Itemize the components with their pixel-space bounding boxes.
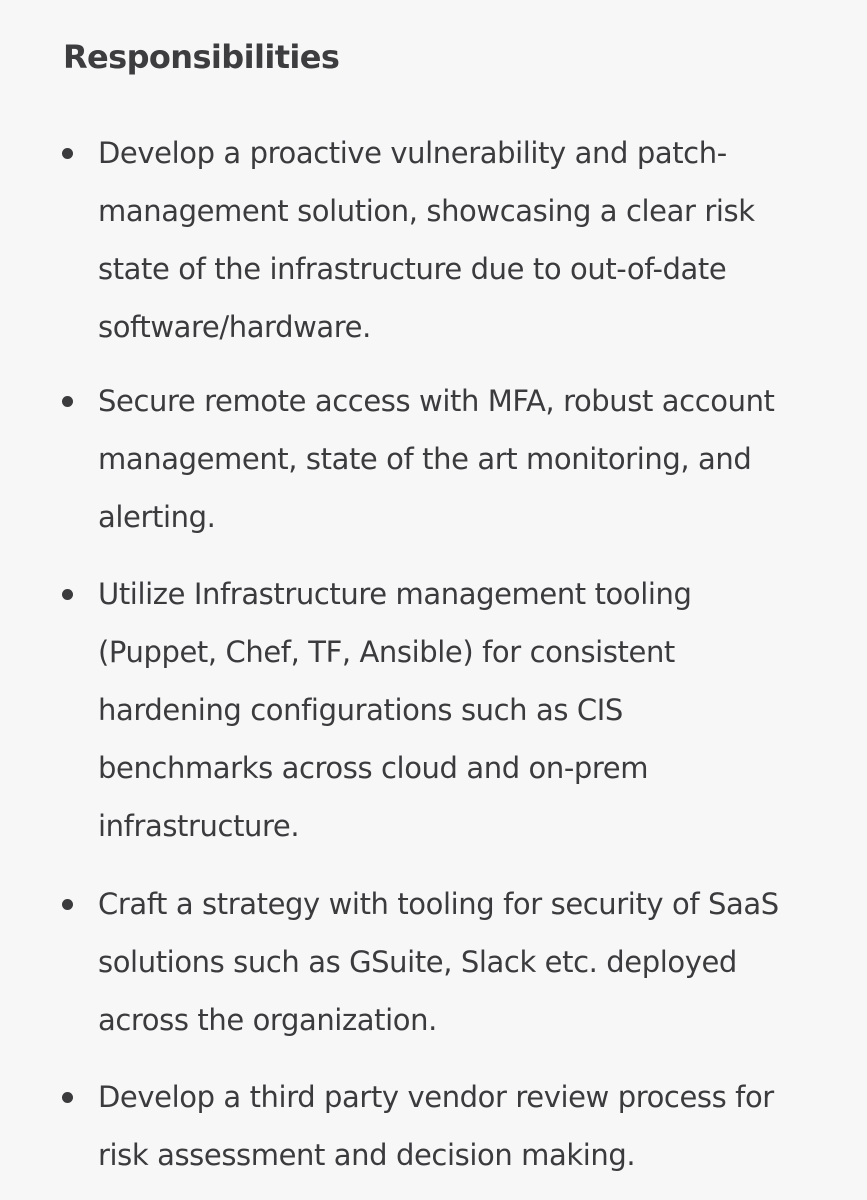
- list-item-line: (Puppet, Chef, TF, Ansible) for consistent: [98, 635, 675, 669]
- list-item-line: management, state of the art monitoring, and: [98, 442, 752, 476]
- bullet-icon: [62, 1092, 73, 1103]
- list-item-line: Craft a strategy with tooling for security of SaaS: [98, 887, 779, 921]
- list-item: [98, 1068, 838, 1184]
- section-title: Responsibilities: [63, 38, 340, 76]
- list-item-line: solutions such as GSuite, Slack etc. deployed: [98, 945, 737, 979]
- bullet-icon: [62, 396, 73, 407]
- list-item-line: risk assessment and decision making.: [98, 1138, 636, 1172]
- list-item-line: state of the infrastructure due to out-of-date: [98, 252, 727, 286]
- list-item-line: infrastructure.: [98, 809, 300, 843]
- list-item-line: software/hardware.: [98, 310, 371, 344]
- list-item-line: hardening configurations such as CIS: [98, 693, 623, 727]
- list-item-line: Develop a proactive vulnerability and patch-: [98, 136, 727, 170]
- list-item-line: across the organization.: [98, 1003, 437, 1037]
- bullet-icon: [62, 148, 73, 159]
- list-item-line: alerting.: [98, 500, 216, 534]
- list-item: [98, 565, 838, 855]
- list-item-line: Utilize Infrastructure management tooling: [98, 577, 692, 611]
- list-item-line: Develop a third party vendor review process for: [98, 1080, 774, 1114]
- bullet-icon: [62, 589, 73, 600]
- list-item-line: management solution, showcasing a clear risk: [98, 194, 755, 228]
- list-item-line: Secure remote access with MFA, robust account: [98, 384, 775, 418]
- list-item: [98, 124, 838, 356]
- list-item-line: benchmarks across cloud and on-prem: [98, 751, 649, 785]
- bullet-icon: [62, 899, 73, 910]
- list-item: [98, 372, 838, 546]
- list-item: [98, 875, 838, 1049]
